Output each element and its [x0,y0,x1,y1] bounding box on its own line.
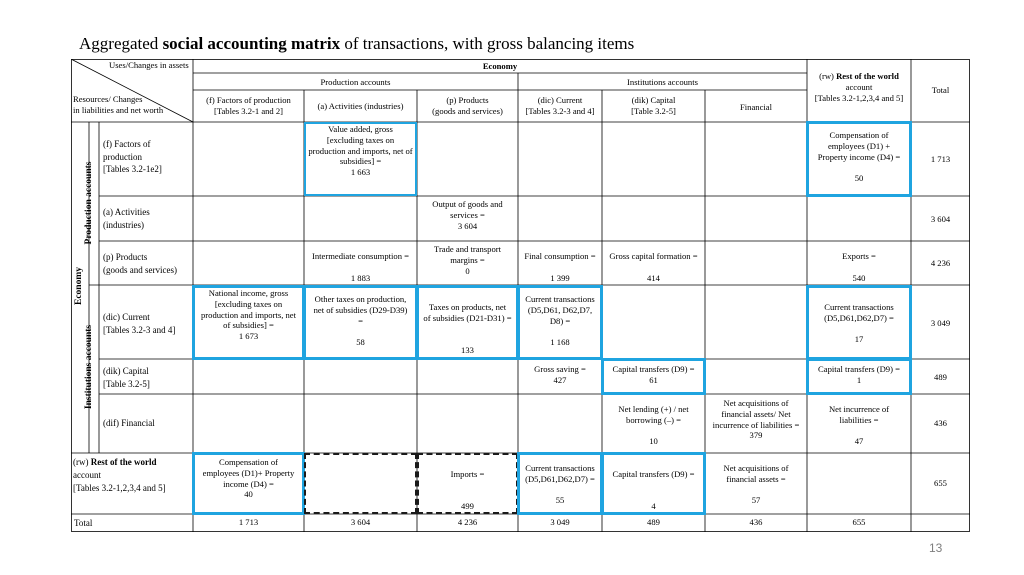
col-rw-code: (rw) [819,71,837,81]
cell-rw-net-acquisitions: Net acquisitions of financial assets = 57 [723,463,789,506]
col-header-products: (p) Products (goods and services) [432,95,503,116]
cell-taxes-on-products: Taxes on products, net of subsidies (D21-D31) = 133 [423,302,512,356]
col-header-capital: (dik) Capital [Table 3.2-5] [631,95,676,116]
cell-trade-transport-margins: Trade and transport margins = 0 [434,244,501,276]
cell-dic-total: 3 049 [930,318,951,328]
row-rw-rest: account [Tables 3.2-1,2,3,4 and 5] [73,470,166,493]
cell-rw-total: 655 [934,478,947,488]
row-label-financial: (dif) Financial [103,418,155,428]
cell-rw-current-transactions: Current transactions (D5,D61,D62,D7) = 55 [525,463,595,506]
cell-dik-rest-of-world: Capital transfers (D9) = 1 [818,364,900,385]
row-label-capital: (dik) Capital [Table 3.2-5] [103,366,150,389]
row-group-production: Production accounts [84,161,94,245]
cell-imports: Imports = 499 [450,469,485,512]
total-fin: 436 [749,517,763,527]
row-rw-bold: Rest of the world [90,457,157,467]
cell-f-rest-of-world: Compensation of employees (D1) + Property income (D4) = 50 [817,130,901,184]
col-header-rest-of-world [807,71,911,103]
social-accounting-matrix [71,59,970,532]
cell-dik-total: 489 [934,372,947,382]
cell-national-income: National income, gross [excluding taxes on production and imports, net of subsidies] = 1 673 [201,288,296,342]
cell-other-taxes-production: Other taxes on production, net of subsidies (D29-D39) = 58 [313,294,408,348]
slide-title [79,34,634,54]
cell-net-incurrence: Net incurrence of liabilities = 47 [828,404,890,447]
col-rw-rest: account [Tables 3.2-1,2,3,4 and 5] [814,81,904,103]
cell-a-total: 3 604 [930,214,951,224]
cell-net-lending: Net lending (+) / net borrowing (–) = 10 [618,404,689,447]
col-header-financial: Financial [740,102,772,112]
cell-fin-total: 436 [934,418,947,428]
total-a: 3 604 [350,517,371,527]
cell-rw-capital-transfers: Capital transfers (D9) = 4 [612,469,695,512]
header-production-accounts: Production accounts [320,77,391,87]
col-rw-bold: Rest of the world [836,71,899,81]
title-suffix: of transactions, with gross balancing items [340,34,635,53]
total-p: 4 236 [457,517,478,527]
cell-current-transactions: Current transactions (D5,D61, D62,D7, D8) = 1 168 [525,294,595,348]
cell-gross-capital-formation: Gross capital formation = 414 [609,251,698,283]
page-number: 13 [929,541,943,555]
row-label-factors: (f) Factors of production [Tables 3.2-1e2] [103,139,162,174]
header-uses: Uses/Changes in assets [109,60,189,70]
title-prefix: Aggregated [79,34,163,53]
row-rw-code: (rw) [73,457,91,467]
row-label-products: (p) Products (goods and services) [103,252,177,275]
col-header-factors: (f) Factors of production [Tables 3.2-1 and 2] [206,95,291,116]
header-resources: Resources/ Changes in liabilities and net worth [73,94,164,115]
header-institutions-accounts: Institutions accounts [627,77,698,87]
cell-p-total: 4 236 [930,258,951,268]
cell-rw-compensation: Compensation of employees (D1)+ Property income (D4) = 40 [202,457,295,500]
col-header-current: (dic) Current [Tables 3.2-3 and 4] [525,95,595,116]
cell-intermediate-consumption: Intermediate consumption = 1 883 [312,251,409,283]
row-label-total: Total [74,518,93,528]
row-label-rest-of-world [73,456,193,495]
row-group-economy: Economy [74,267,84,305]
row-label-current: (dic) Current [Tables 3.2-3 and 4] [103,312,176,335]
total-f: 1 713 [238,517,259,527]
cell-f-total: 1 713 [930,154,951,164]
cell-exports: Exports = 540 [842,251,876,283]
col-header-activities: (a) Activities (industries) [317,101,404,111]
row-group-institutions: Institutions accounts [84,324,94,410]
total-rw: 655 [852,517,866,527]
header-economy: Economy [482,61,518,71]
cell-dic-rest-of-world: Current transactions (D5,D61,D62,D7) = 17 [824,302,894,345]
cell-final-consumption: Final consumption = 1 399 [524,251,596,283]
cell-capital-transfers: Capital transfers (D9) = 61 [612,364,695,385]
cell-net-acquisitions-liabilities: Net acquisitions of financial assets/ Net incurrence of liabilities = 379 [712,398,800,441]
cell-value-added: Value added, gross [excluding taxes on production and imports, net of subsidies] = 1 663 [308,124,413,178]
cell-gross-saving: Gross saving = 427 [534,364,586,385]
total-dic: 3 049 [550,517,570,527]
col-header-total: Total [931,85,950,95]
title-bold: social accounting matrix [162,34,341,53]
total-dik: 489 [647,517,660,527]
cell-output: Output of goods and services = 3 604 [432,199,503,231]
row-label-activities: (a) Activities (industries) [103,207,150,230]
